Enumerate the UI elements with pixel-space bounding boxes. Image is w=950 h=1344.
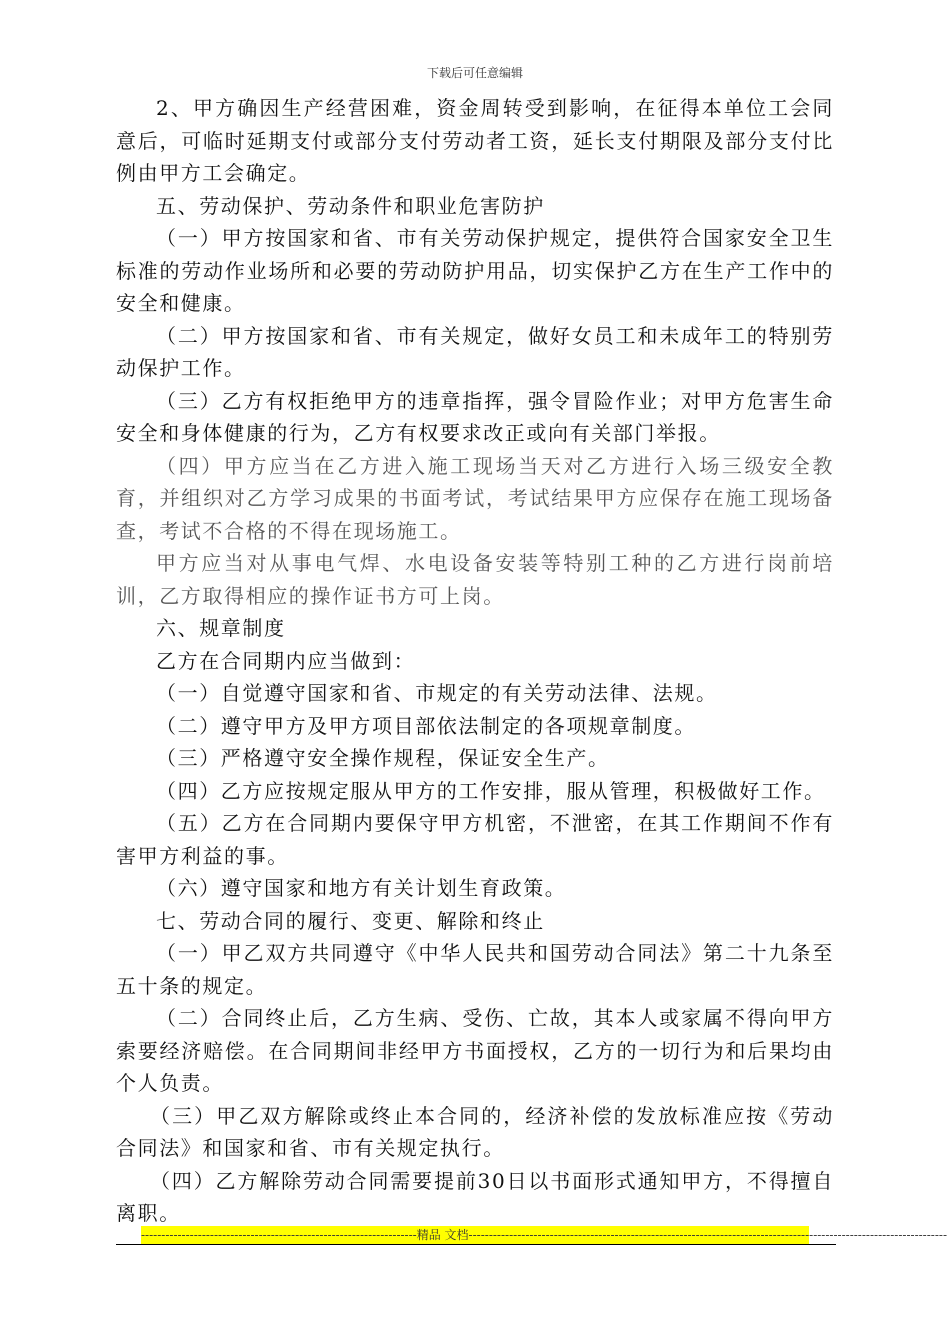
paragraph: 甲方应当对从事电气焊、水电设备安装等特别工种的乙方进行岗前培训，乙方取得相应的操作证书方可上岗。 — [116, 551, 834, 608]
paragraph: （二）遵守甲方及甲方项目部依法制定的各项规章制度。 — [156, 713, 696, 738]
paragraph: （二）甲方按国家和省、市有关规定，做好女员工和未成年工的特别劳动保护工作。 — [116, 323, 834, 380]
paragraph: （六）遵守国家和地方有关计划生育政策。 — [156, 876, 567, 900]
paragraph: 六、规章制度 — [156, 616, 286, 640]
paragraph: （一）甲方按国家和省、市有关劳动保护规定，提供符合国家安全卫生标准的劳动作业场所和必要的劳动防护用品，切实保护乙方在生产工作中的安全和健康。 — [116, 226, 834, 315]
paragraph: （二）合同终止后，乙方生病、受伤、亡故，其本人或家属不得向甲方索要经济赔偿。在合同期间非经甲方书面授权，乙方的一切行为和后果均由个人负责。 — [116, 1006, 834, 1095]
footer-banner — [141, 1226, 947, 1244]
paragraph: 七、劳动合同的履行、变更、解除和终止 — [156, 908, 545, 933]
paragraph: 五、劳动保护、劳动条件和职业危害防护 — [156, 193, 545, 218]
paragraph: （四）甲方应当在乙方进入施工现场当天对乙方进行入场三级安全教育，并组织对乙方学习成果的书面考试，考试结果甲方应保存在施工现场备查，考试不合格的不得在现场施工。 — [116, 453, 834, 543]
paragraph: （三）严格遵守安全操作规程，保证安全生产。 — [156, 746, 610, 770]
paragraph: （一）甲乙双方共同遵守《中华人民共和国劳动合同法》第二十九条至五十条的规定。 — [116, 941, 834, 998]
footer-label: 精品 文档 — [416, 1228, 469, 1242]
footer-dashes-left: -------------------------------------------------------------------- — [141, 1228, 417, 1242]
paragraph: （四）乙方应按规定服从甲方的工作安排，服从管理，积极做好工作。 — [156, 778, 826, 803]
footer-rule — [116, 1244, 836, 1245]
paragraph: 乙方在合同期内应当做到： — [156, 648, 416, 673]
paragraph: （五）乙方在合同期内要保守甲方机密，不泄密，在其工作期间不作有害甲方利益的事。 — [116, 811, 834, 868]
paragraph: （四）乙方解除劳动合同需要提前30日以书面形式通知甲方，不得擅自离职。 — [116, 1168, 834, 1225]
document-body — [116, 92, 834, 1230]
paragraph: （三）乙方有权拒绝甲方的违章指挥，强令冒险作业；对甲方危害生命安全和身体健康的行为，乙方有权要求改正或向有关部门举报。 — [116, 388, 834, 445]
header-note: 下载后可任意编辑 — [426, 66, 523, 80]
footer-dashes-right: ---------------------------------------------------------------------------------------------------------------------- — [468, 1228, 947, 1242]
paragraph: （一）自觉遵守国家和省、市规定的有关劳动法律、法规。 — [156, 681, 718, 705]
paragraph: 2、甲方确因生产经营困难，资金周转受到影响，在征得本单位工会同意后，可临时延期支付或部分支付劳动者工资，延长支付期限及部分支付比例由甲方工会确定。 — [116, 96, 834, 185]
paragraph: （三）甲乙双方解除或终止本合同的，经济补偿的发放标准应按《劳动合同法》和国家和省、市有关规定执行。 — [116, 1103, 834, 1160]
